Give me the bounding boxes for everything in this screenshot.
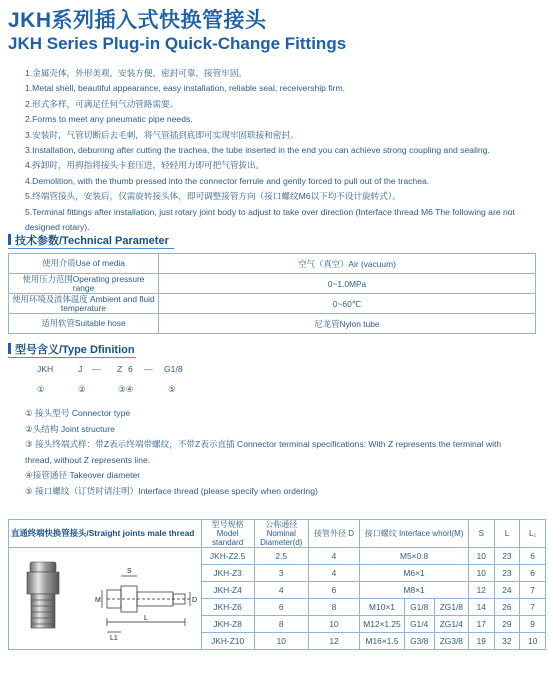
table-row [9, 314, 536, 334]
cell-s: 10 [468, 565, 494, 582]
type-def-heading-text: 型号含义/Type Dfinition [15, 344, 135, 356]
cell-dia: 6 [254, 599, 308, 616]
feature-line: 3.Installation, deburring after cutting the trachea, the tube inserted in the end you can achieve strong coupling and sealing. [25, 145, 490, 156]
code-num-34: ③④ [118, 384, 134, 394]
spec-table [8, 519, 546, 650]
param-value: 0~60℃ [159, 294, 536, 314]
cell-l1: 9 [520, 616, 546, 633]
cell-thread-g: G1/4 [404, 616, 434, 633]
type-def-heading [8, 341, 136, 358]
cell-od: 10 [308, 616, 359, 633]
fitting-photo-icon [27, 562, 59, 628]
dim-m-label: M [94, 596, 101, 604]
feature-line: 1.金属壳体，外形美观，安装方便，密封可靠，接管牢固。 [25, 68, 248, 78]
param-value: 空气（真空）Air (vacuum) [159, 254, 536, 274]
code-num-5: ⑤ [168, 384, 176, 394]
col-header-l: L [494, 520, 520, 548]
cell-l: 26 [494, 599, 520, 616]
cell-od: 6 [308, 582, 359, 599]
dim-l-label: L [143, 614, 148, 622]
cell-model: JKH-Z2.5 [201, 548, 254, 565]
cell-dia: 10 [254, 633, 308, 650]
feature-line: 5.Terminal fittings after installation, just rotary joint body to adjust to take over direction (Interface thread M6 The following are not designed rotary). [25, 206, 515, 233]
code-diameter: 6 [128, 364, 133, 374]
feature-line: 2.形式多样，可满足任何气动管路需要。 [25, 98, 179, 109]
col-header-od: 接管外径 D [308, 520, 359, 548]
cell-model: JKH-Z4 [201, 582, 254, 599]
code-dash: — [144, 364, 153, 374]
heading-bar [8, 343, 11, 354]
cell-dia: 2.5 [254, 548, 308, 565]
cell-od: 4 [308, 548, 359, 565]
col-header-dia: 公称通径 Nominal Diameter(d) [254, 520, 308, 548]
tech-param-heading [8, 232, 174, 249]
tech-param-table [8, 253, 536, 334]
cell-thread-m: M6×1 [360, 565, 469, 582]
cell-thread-m: M10×1 [360, 599, 404, 616]
cell-od: 12 [308, 633, 359, 650]
heading-bar [8, 234, 11, 245]
param-label: 使用压力范围Operating pressure range [9, 274, 159, 294]
page-title-en: JKH Series Plug-in Quick-Change Fittings [8, 34, 347, 53]
table-row [9, 548, 546, 565]
cell-dia: 8 [254, 616, 308, 633]
table-row [9, 254, 536, 274]
param-value: 0~1.0MPa [159, 274, 536, 294]
code-num-2: ② [78, 384, 86, 394]
code-dash: — [92, 364, 101, 374]
col-header-s: S [468, 520, 494, 548]
page-title-cn: JKH系列插入式快换管接头 [8, 9, 267, 32]
cell-model: JKH-Z6 [201, 599, 254, 616]
spec-table-title: 直通终端快换管接头/Straight joints male thread [9, 520, 202, 548]
dim-s-label: S [126, 567, 132, 575]
feature-line: 5.终端管接头，安装后，仅需旋转接头体，即可调整接管方向（接口螺纹M6以下均不设计旋转式）。 [25, 191, 401, 202]
cell-s: 17 [468, 616, 494, 633]
cell-s: 19 [468, 633, 494, 650]
cell-l1: 6 [520, 548, 546, 565]
feature-line: 4.Demolition, with the thumb pressed into the connector ferrule and gently forced to pull out of the trachea. [25, 175, 430, 186]
col-header-l1: L₁ [520, 520, 546, 548]
cell-thread-m: M16×1.5 [360, 633, 404, 650]
col-header-thread: 接口螺纹 Interface whorl(M) [360, 520, 469, 548]
feature-line: 4.拆卸时，用拇指将接头卡套压进，轻轻用力即可把气管拔出。 [25, 160, 265, 171]
tech-param-heading-text: 技术参数/Technical Parameter [15, 235, 169, 247]
cell-l1: 7 [520, 582, 546, 599]
cell-thread-g: G3/8 [404, 633, 434, 650]
cell-l1: 10 [520, 633, 546, 650]
cell-l: 23 [494, 565, 520, 582]
cell-s: 12 [468, 582, 494, 599]
cell-model: JKH-Z3 [201, 565, 254, 582]
col-header-model: 型号规格 Model standard [201, 520, 254, 548]
feature-line: 1.Metal shell, beautiful appearance, easy installation, reliable seal, receivership firm. [25, 83, 346, 94]
cell-thread-g: G1/8 [404, 599, 434, 616]
cell-thread-m: M8×1 [360, 582, 469, 599]
cell-dia: 4 [254, 582, 308, 599]
table-row [9, 294, 536, 314]
code-joint: J [78, 364, 83, 374]
feature-line: 2.Forms to meet any pneumatic pipe needs. [25, 114, 193, 125]
cell-dia: 3 [254, 565, 308, 582]
cell-thread-m: M12×1.25 [360, 616, 404, 633]
list-item: ① 接头型号 Connector type [25, 408, 131, 418]
fitting-dimension-drawing [102, 576, 190, 632]
code-thread: G1/8 [164, 364, 183, 374]
cell-thread-zg: ZG3/8 [434, 633, 468, 650]
cell-l: 24 [494, 582, 520, 599]
cell-model: JKH-Z8 [201, 616, 254, 633]
param-label: 使用介质Use of media [9, 254, 159, 274]
cell-l1: 7 [520, 599, 546, 616]
cell-thread-zg: ZG1/8 [434, 599, 468, 616]
param-label: 适用软管Suitable hose [9, 314, 159, 334]
cell-s: 10 [468, 548, 494, 565]
cell-s: 14 [468, 599, 494, 616]
cell-l1: 6 [520, 565, 546, 582]
cell-l: 32 [494, 633, 520, 650]
fitting-illustration [9, 548, 202, 650]
dim-d-label: D [191, 596, 197, 604]
table-header-row [9, 520, 546, 548]
list-item: ⑤ 接口螺纹（订货时请注明）Interface thread (please specify when ordering) [25, 485, 318, 496]
code-num-1: ① [37, 384, 45, 394]
type-def-list [25, 406, 525, 500]
cell-thread-m: M5×0.8 [360, 548, 469, 565]
code-series: JKH [37, 364, 54, 374]
cell-od: 8 [308, 599, 359, 616]
list-item: ②头结构 Joint structure [25, 423, 115, 434]
feature-line: 3.安装时，气管切断后去毛刺，将气管插到底即可实现牢固联接和密封。 [25, 129, 299, 140]
list-item: ③ 接头终端式样：带Z表示终端带螺纹，不带Z表示直插 Connector terminal specifications: With Z represents the terminal with thread, without Z represents line. [25, 439, 502, 465]
cell-thread-zg: ZG1/4 [434, 616, 468, 633]
code-z: Z [117, 364, 123, 374]
param-value: 尼龙管Nylon tube [159, 314, 536, 334]
fitting-drawing [12, 552, 198, 644]
dim-l1-label: L1 [109, 634, 118, 642]
cell-od: 4 [308, 565, 359, 582]
list-item: ④接管通径 Takeover diameter [25, 470, 141, 481]
feature-list [25, 66, 545, 235]
param-label: 使用环境及流体温度 Ambient and fluid temperature [9, 294, 159, 314]
cell-l: 29 [494, 616, 520, 633]
cell-l: 23 [494, 548, 520, 565]
cell-model: JKH-Z10 [201, 633, 254, 650]
table-row [9, 274, 536, 294]
